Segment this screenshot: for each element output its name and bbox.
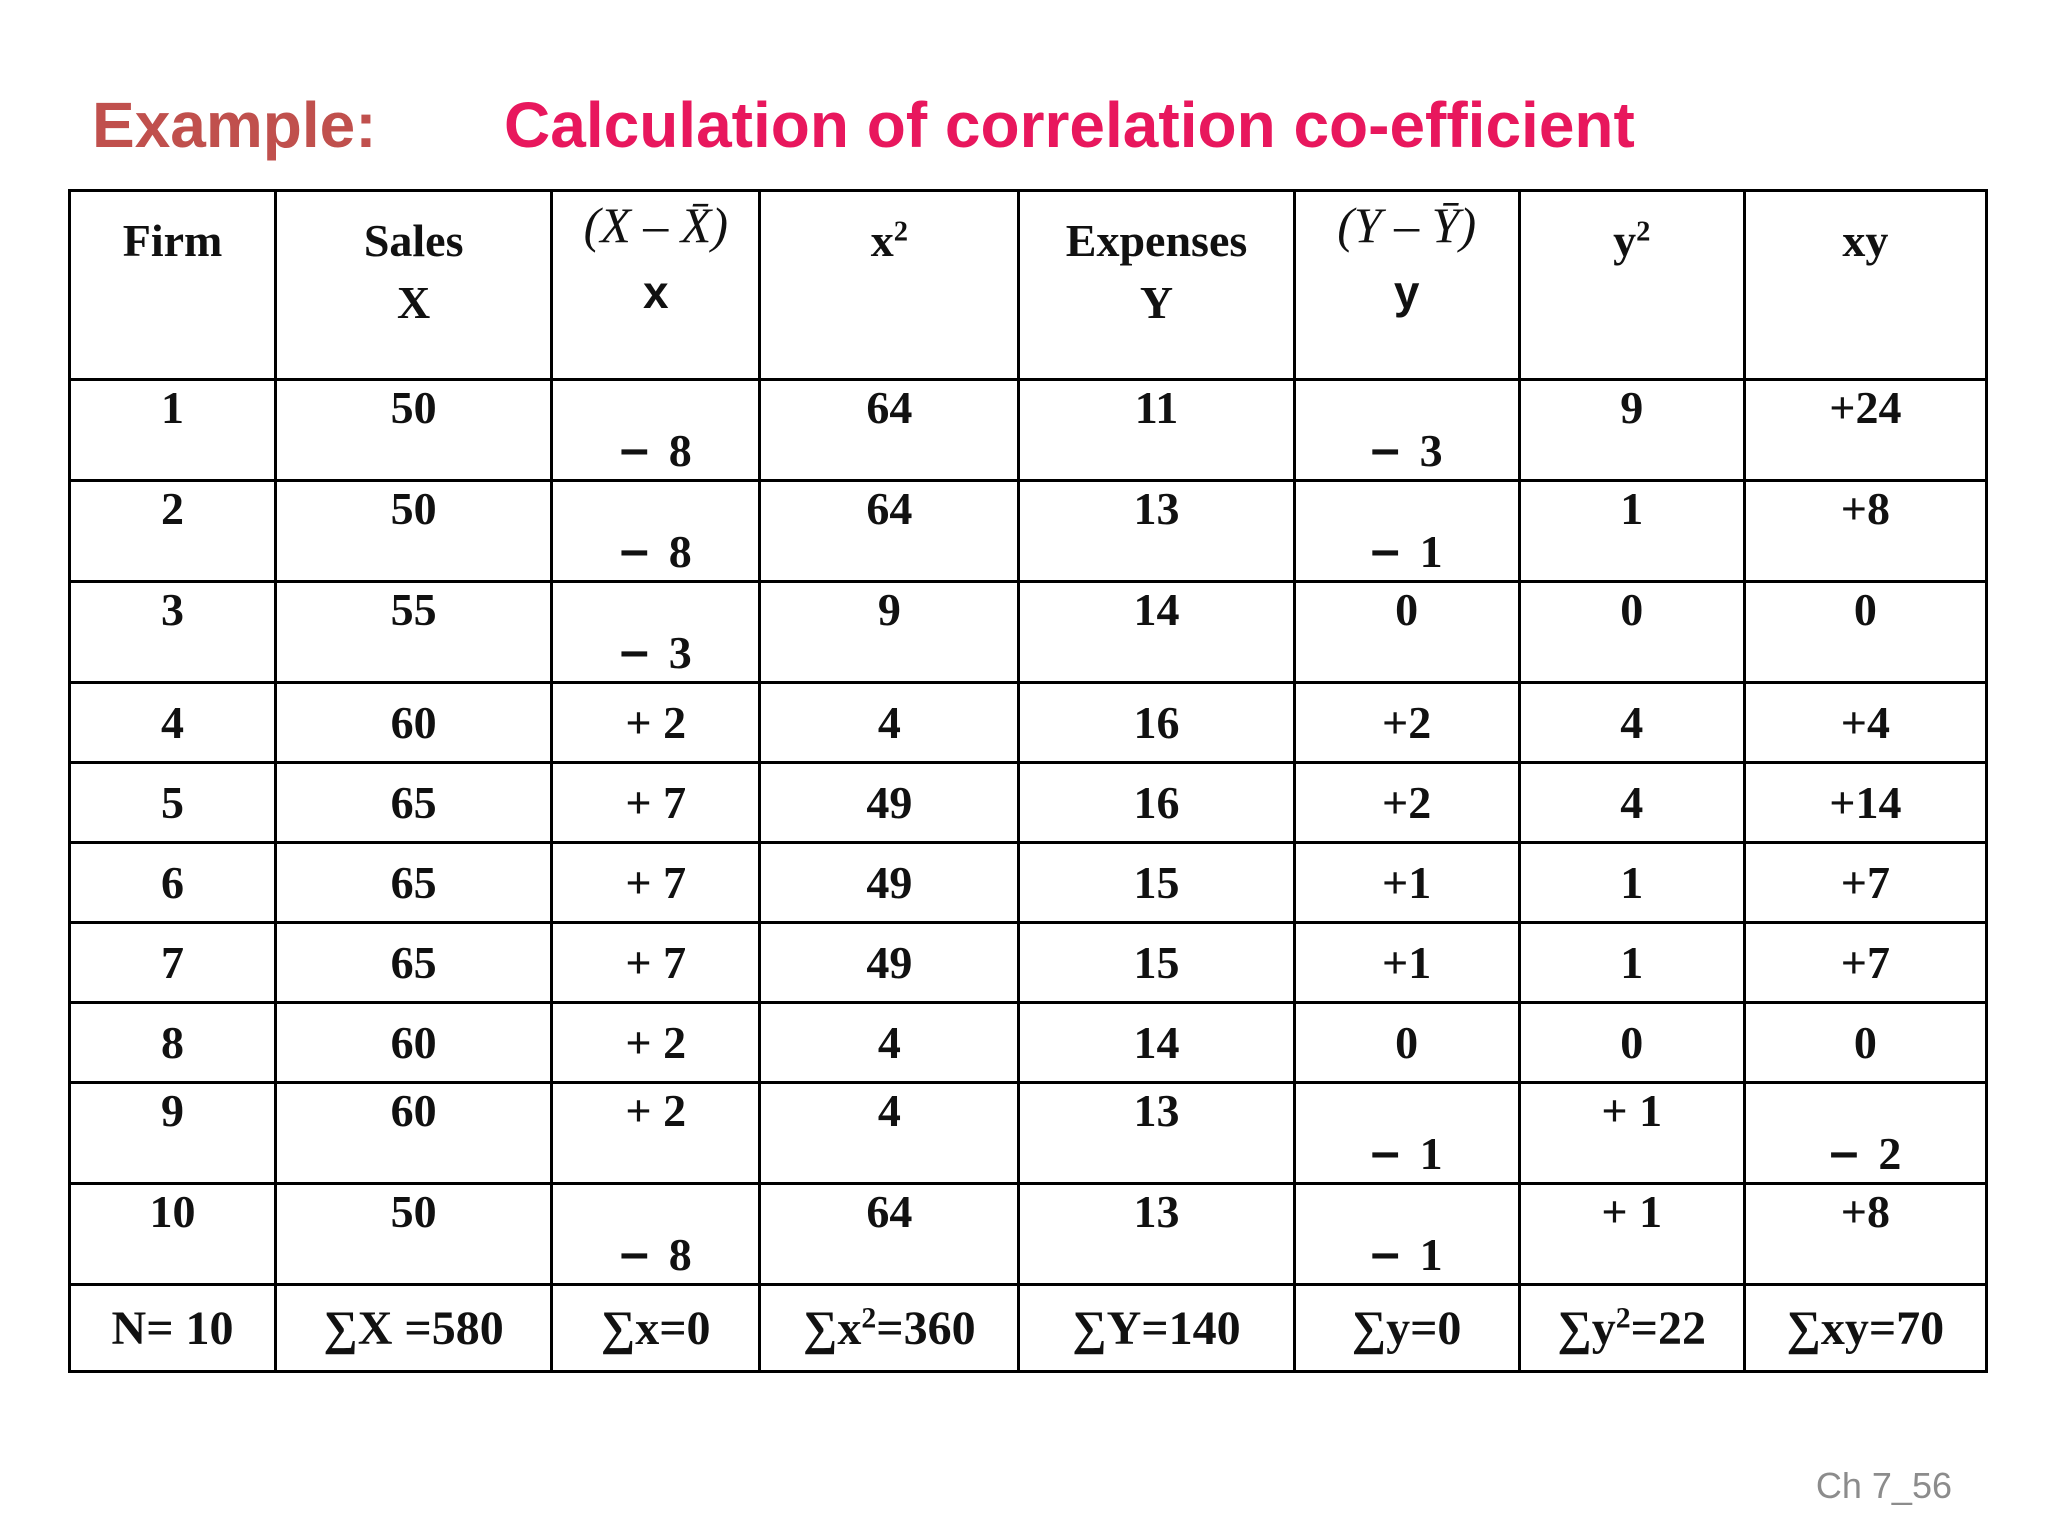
table-cell [1744,582,1986,683]
cell-value: 60 [390,1085,437,1136]
cell-value: 4 [877,1017,901,1068]
y-deviation-letter: y [1393,266,1420,318]
table-cell [1519,923,1744,1003]
cell-value: 8 [668,1229,692,1280]
table-cell [1744,1184,1986,1285]
cell-value: 49 [866,857,913,908]
header-expenses: Expenses Y [1019,191,1294,380]
cell-value: 8 [668,425,692,476]
table-cell [276,380,552,481]
cell-value: +1 [1382,857,1432,908]
table-cell [70,923,276,1003]
table-cell [552,923,760,1003]
minus-sign: – [1370,1123,1400,1181]
cell-value: + 2 [625,1017,687,1068]
table-cell [1294,1003,1519,1083]
table-cell [760,1083,1019,1184]
cell-value: +8 [1840,1186,1891,1237]
total-sum-x-squared: $\sum x^2=360$ [760,1285,1019,1372]
cell-value: 64 [866,1186,913,1237]
cell-value: 15 [1133,857,1180,908]
cell-value: 3 [668,627,692,678]
table-cell [760,763,1019,843]
total-sum-y: ∑Y=140 [1019,1285,1294,1372]
minus-sign: – [619,1224,649,1282]
table-cell [70,582,276,683]
cell-value: 8 [161,1017,185,1068]
cell-value: +2 [1382,777,1432,828]
table-cell [760,683,1019,763]
header-sales: Sales X [276,191,552,380]
table-row [70,763,1987,843]
cell-value: + 2 [625,697,687,748]
cell-value: 0 [1853,1017,1877,1068]
table-cell [1019,923,1294,1003]
cell-value: 0 [1620,1017,1644,1068]
table-cell [552,481,760,582]
table-cell [1294,923,1519,1003]
table-cell [1744,923,1986,1003]
header-x-squared: $x^2$ [760,191,1019,380]
table-cell [1519,1083,1744,1184]
table-cell [1019,1184,1294,1285]
table-cell [1519,763,1744,843]
cell-value: + 2 [625,1085,687,1136]
table-cell [1519,1184,1744,1285]
table-cell [1744,481,1986,582]
minus-sign: – [1370,521,1400,579]
cell-value: +8 [1840,483,1891,534]
table-row [70,1003,1987,1083]
table-cell [1744,843,1986,923]
table-cell [1519,843,1744,923]
table-cell [1519,481,1744,582]
table-cell [760,1003,1019,1083]
cell-value: 7 [161,937,185,988]
minus-sign: – [619,420,649,478]
table-cell [1519,1003,1744,1083]
cell-value: 3 [161,584,185,635]
table-cell [760,843,1019,923]
cell-value: 0 [1620,584,1644,635]
cell-value: 9 [161,1085,185,1136]
total-sum-xy: ∑xy=70 [1744,1285,1986,1372]
header-x-deviation [552,191,760,380]
minus-sign: – [619,521,649,579]
cell-value: 9 [1620,382,1644,433]
cell-value: 16 [1133,777,1180,828]
minus-sign: – [1370,420,1400,478]
table-cell [552,843,760,923]
cell-value: + 7 [625,937,687,988]
table-cell [1294,582,1519,683]
slide-number: Ch 7_56 [1815,1465,1952,1506]
table-row [70,1083,1987,1184]
cell-value: 65 [390,857,437,908]
table-cell [1019,763,1294,843]
cell-value: 3 [1419,425,1443,476]
table-cell [552,1184,760,1285]
total-sum-y-squared: $\sum y^2=22$ [1519,1285,1744,1372]
table-cell [70,1083,276,1184]
cell-value: 1 [1620,483,1644,534]
table-row [70,1184,1987,1285]
table-cell [760,582,1019,683]
table-cell [1294,843,1519,923]
table-cell [1744,763,1986,843]
cell-value: 9 [877,584,901,635]
cell-value: +24 [1829,382,1902,433]
cell-value: 8 [668,526,692,577]
table-cell [1019,843,1294,923]
cell-value: 14 [1133,584,1180,635]
cell-value: 1 [1419,526,1443,577]
total-sum-y-dev: ∑y=0 [1294,1285,1519,1372]
table-cell [760,380,1019,481]
cell-value: 64 [866,382,913,433]
header-y-deviation [1294,191,1519,380]
header-firm: Firm [70,191,276,380]
minus-sign: – [1829,1123,1859,1181]
table-cell [276,1003,552,1083]
cell-value: +1 [1382,937,1432,988]
table-cell [70,843,276,923]
cell-value: +7 [1840,937,1891,988]
cell-value: 1 [1620,937,1644,988]
table-cell [276,481,552,582]
table-row [70,380,1987,481]
table-row [70,481,1987,582]
table-row [70,683,1987,763]
header-xy: xy [1744,191,1986,380]
cell-value: 4 [877,1085,901,1136]
cell-value: 60 [390,697,437,748]
minus-sign: – [1370,1224,1400,1282]
table-cell [552,1083,760,1184]
table-cell [70,1184,276,1285]
cell-value: 50 [390,1186,437,1237]
cell-value: 1 [161,382,185,433]
cell-value: +2 [1382,697,1432,748]
total-sum-x: ∑X =580 [276,1285,552,1372]
cell-value: 1 [1620,857,1644,908]
cell-value: 13 [1133,483,1180,534]
table-cell [1744,380,1986,481]
cell-value: 13 [1133,1186,1180,1237]
table-cell [1744,683,1986,763]
cell-value: 2 [161,483,185,534]
cell-value: +4 [1840,697,1891,748]
cell-value: 50 [390,483,437,534]
table-cell [276,763,552,843]
cell-value: 65 [390,937,437,988]
table-cell [760,481,1019,582]
cell-value: 2 [1878,1128,1902,1179]
cell-value: 14 [1133,1017,1180,1068]
table-cell [276,923,552,1003]
table-cell [276,582,552,683]
title-label: Example: [92,89,377,161]
table-cell [1294,763,1519,843]
table-cell [1519,683,1744,763]
cell-value: +7 [1840,857,1891,908]
cell-value: 11 [1134,382,1179,433]
correlation-table [68,189,1988,1373]
table-cell [552,683,760,763]
cell-value: 65 [390,777,437,828]
table-cell [760,923,1019,1003]
table-cell [552,582,760,683]
cell-value: 1 [1419,1229,1443,1280]
cell-value: 5 [161,777,185,828]
table-cell [1294,683,1519,763]
cell-value: 64 [866,483,913,534]
cell-value: 4 [161,697,185,748]
header-y-squared: $y^2$ [1519,191,1744,380]
cell-value: 1 [1419,1128,1443,1179]
total-sum-x-dev: ∑x=0 [552,1285,760,1372]
table-cell [1019,1083,1294,1184]
table-cell [1019,380,1294,481]
x-deviation-letter: x [642,266,669,318]
cell-value: 15 [1133,937,1180,988]
table-row [70,923,1987,1003]
table-cell [552,1003,760,1083]
table-cell [70,1003,276,1083]
table-cell [1019,1003,1294,1083]
cell-value: 49 [866,937,913,988]
total-n: N= 10 [70,1285,276,1372]
cell-value: +14 [1829,777,1902,828]
table-cell [1294,1083,1519,1184]
cell-value: 4 [877,697,901,748]
y-deviation-formula: (Y – Ȳ) [1337,197,1477,253]
table-cell [1294,1184,1519,1285]
cell-value: 0 [1395,1017,1419,1068]
minus-sign: – [619,622,649,680]
table-cell [70,683,276,763]
cell-value: 6 [161,857,185,908]
table-cell [1294,481,1519,582]
cell-value: 49 [866,777,913,828]
table-cell [276,683,552,763]
table-cell [276,1083,552,1184]
table-cell [552,763,760,843]
table-cell [70,481,276,582]
cell-value: + 1 [1601,1186,1663,1237]
table-cell [70,763,276,843]
x-deviation-formula: (X – X̄) [583,197,728,253]
cell-value: + 7 [625,777,687,828]
cell-value: 0 [1395,584,1419,635]
cell-value: 16 [1133,697,1180,748]
cell-value: 10 [149,1186,196,1237]
table-cell [1744,1083,1986,1184]
table-cell [1519,582,1744,683]
table-cell [1294,380,1519,481]
table-cell [1519,380,1744,481]
table-cell [276,843,552,923]
cell-value: 4 [1620,777,1644,828]
cell-value: 55 [390,584,437,635]
title-text: Calculation of correlation co-efficient [504,89,1635,161]
cell-value: 13 [1133,1085,1180,1136]
table-row [70,843,1987,923]
table-cell [1019,481,1294,582]
table-cell [1744,1003,1986,1083]
table-row [70,582,1987,683]
table-cell [552,380,760,481]
table-cell [1019,582,1294,683]
totals-row [70,1285,1987,1372]
table-body [70,380,1987,1285]
cell-value: + 7 [625,857,687,908]
cell-value: 50 [390,382,437,433]
table-cell [1019,683,1294,763]
table-cell [70,380,276,481]
table-cell [760,1184,1019,1285]
table-header-row [70,191,1987,380]
table-cell [276,1184,552,1285]
cell-value: 4 [1620,697,1644,748]
cell-value: 60 [390,1017,437,1068]
cell-value: + 1 [1601,1085,1663,1136]
cell-value: 0 [1853,584,1877,635]
